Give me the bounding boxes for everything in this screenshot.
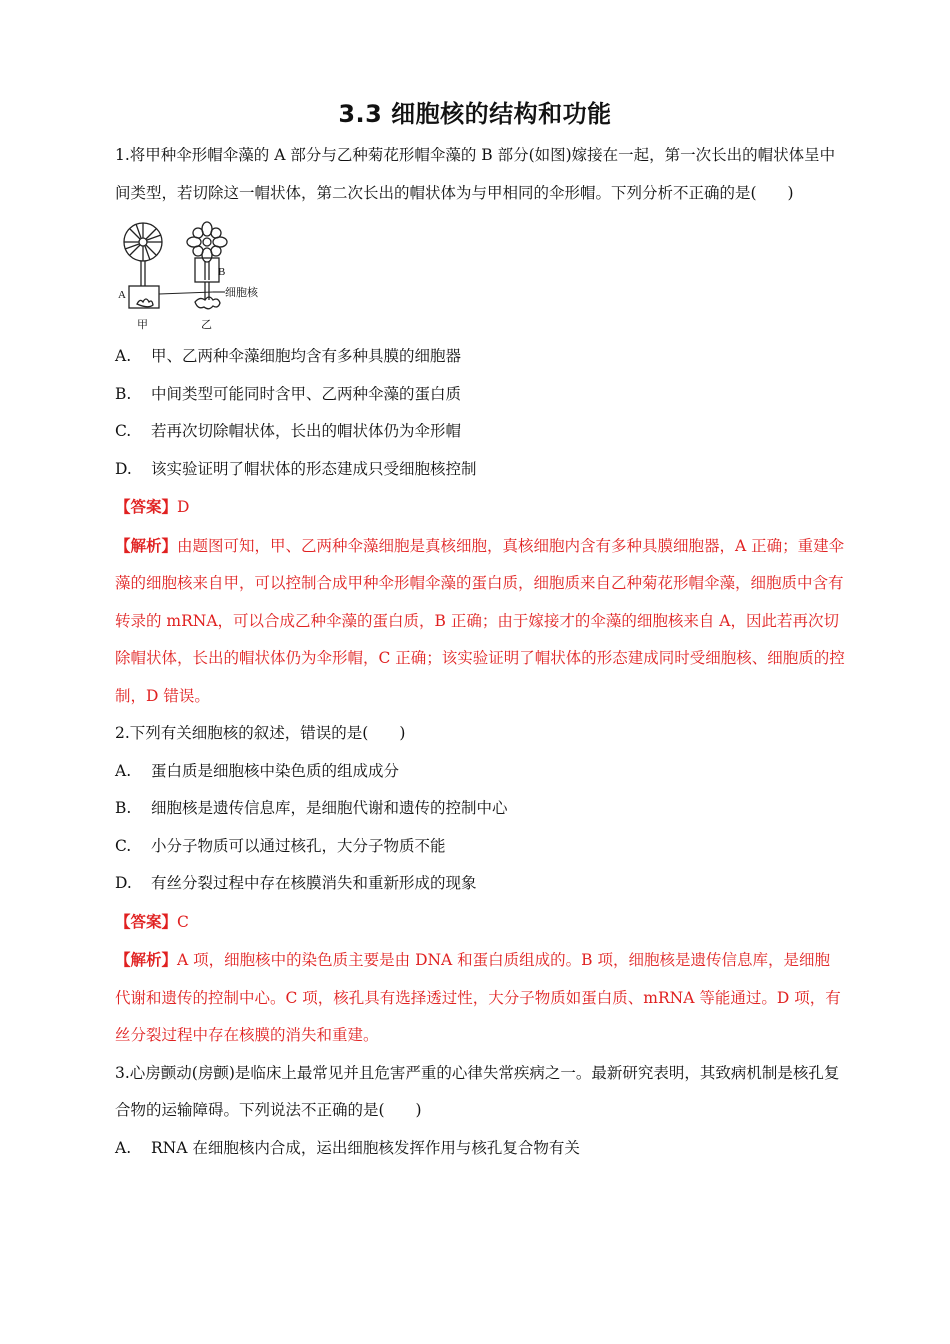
question-2-option-c: C. 小分子物质可以通过核孔，大分子物质不能 <box>115 836 446 855</box>
label-b: B <box>218 266 226 278</box>
question-1-figure <box>115 218 845 336</box>
question-2-option-a: A. 蛋白质是细胞核中染色质的组成成分 <box>115 761 400 780</box>
label-nucleus: 细胞核 <box>225 286 258 299</box>
question-3-option-a: A. RNA 在细胞核内合成，运出细胞核发挥作用与核孔复合物有关 <box>115 1138 580 1157</box>
label-jia: 甲 <box>137 318 148 331</box>
question-1-analysis: 【解析】由题图可知，甲、乙两种伞藻细胞是真核细胞，真核细胞内含有多种具膜细胞器，A 正确；重建伞藻的细胞核来自甲，可以控制合成甲种伞形帽伞藻的蛋白质，细胞质来自乙种菊花形帽伞藻，细胞质中含有转录的 mRNA，可以合成乙种伞藻的蛋白质，B 正确；由于嫁接才的伞藻的细胞核来自 A，因此若再次切除帽状体，长出的帽状体仍为伞形帽，C 正确；该实验证明了帽状体的形态建成同时受细胞核、细胞质的控制，D 错误。 <box>115 535 845 705</box>
question-1-stem: 1.将甲种伞形帽伞藻的 A 部分与乙种菊花形帽伞藻的 B 部分(如图)嫁接在一起，第一次长出的帽状体呈中间类型，若切除这一帽状体，第二次长出的帽状体为与甲相同的伞形帽。下列分析不正确的是( ) <box>115 146 836 202</box>
question-2-answer: 【答案】C <box>115 911 189 931</box>
question-1-option-a: A. 甲、乙两种伞藻细胞均含有多种具膜的细胞器 <box>115 347 462 365</box>
page-title: 3.3 细胞核的结构和功能 <box>338 100 612 128</box>
question-2-option-b: B. 细胞核是遗传信息库，是细胞代谢和遗传的控制中心 <box>115 799 508 817</box>
question-2-option-d: D. 有丝分裂过程中存在核膜消失和重新形成的现象 <box>115 874 477 892</box>
question-1-answer: 【答案】D <box>115 497 190 516</box>
question-3-stem: 3.心房颤动(房颤)是临床上最常见并且危害严重的心律失常疾病之一。最新研究表明，其致病机制是核孔复合物的运输障碍。下列说法不正确的是( ) <box>115 1063 840 1119</box>
question-1-option-d: D. 该实验证明了帽状体的形态建成只受细胞核控制 <box>115 459 477 478</box>
chrysanthemum-cap-icon <box>187 222 227 262</box>
label-yi: 乙 <box>201 318 212 331</box>
content <box>115 137 845 1167</box>
acetabularia-graft-diagram <box>115 218 275 336</box>
question-2-stem: 2.下列有关细胞核的叙述，错误的是( ) <box>115 724 406 742</box>
question-1-option-c: C. 若再次切除帽状体，长出的帽状体仍为伞形帽 <box>115 422 462 440</box>
label-a: A <box>118 289 126 301</box>
stalk-yi <box>195 258 220 309</box>
question-1-option-b: B. 中间类型可能同时含甲、乙两种伞藻的蛋白质 <box>115 384 462 403</box>
question-2-analysis: 【解析】A 项，细胞核中的染色质主要是由 DNA 和蛋白质组成的。B 项，细胞核是遗传信息库，是细胞代谢和遗传的控制中心。C 项，核孔具有选择透过性，大分子物质如蛋白质、mRNA 等能通过。D 项，有丝分裂过程中存在核膜的消失和重建。 <box>115 950 841 1044</box>
umbrella-cap-icon <box>124 223 162 261</box>
stalk-jia <box>129 261 159 308</box>
